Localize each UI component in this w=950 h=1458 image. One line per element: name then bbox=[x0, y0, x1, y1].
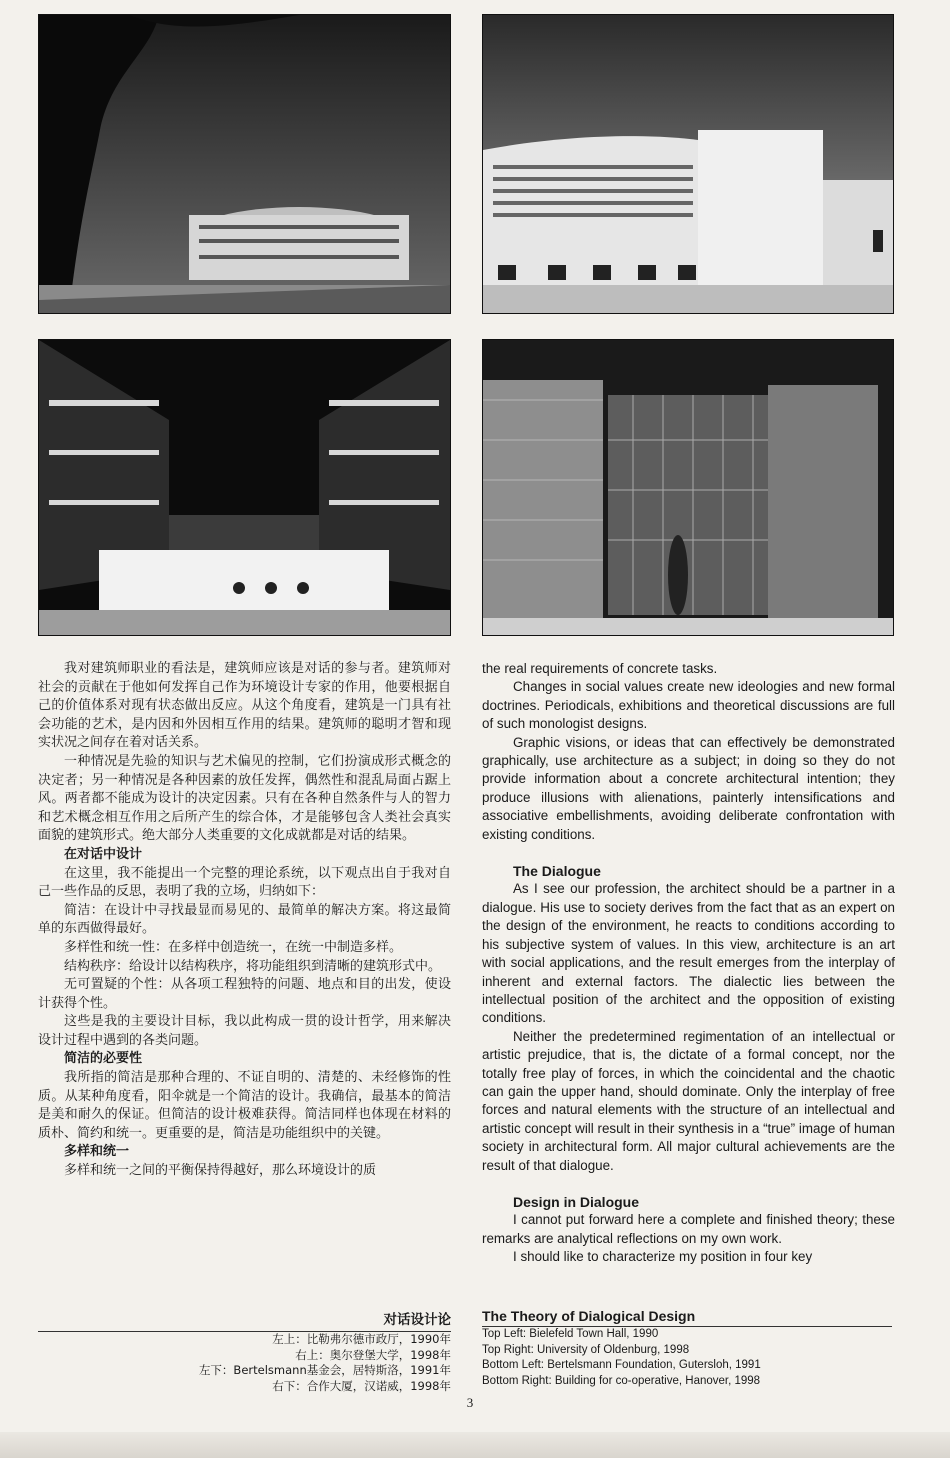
photo-bertelsmann-foundation bbox=[38, 339, 451, 636]
en-heading-the-dialogue: The Dialogue bbox=[513, 863, 601, 880]
en-paragraph: As I see our profession, the architect should be a partner in a dialogue. His use to society derives from the fact that as an expert on the design of the environment, he reacts to conditions according to his subjective system of values. In this view, architecture is an art with social applications, and the result emerges from the interplay of inherent and external factors. The dialectic lies between the intellectual position of the architect and the opposition of existing conditions. bbox=[482, 881, 895, 1026]
photo-bielefeld-town-hall bbox=[38, 14, 451, 314]
en-paragraph: Changes in social values create new ideologies and new formal doctrines. Periodicals, exhibitions and theoretical discussions are full of such monologist designs. bbox=[482, 679, 895, 732]
photo-building-co-operative-hanover bbox=[482, 339, 894, 636]
cn-caption-line: 右下：合作大厦，汉诺威，1998年 bbox=[272, 1378, 451, 1393]
chinese-text-column bbox=[38, 660, 451, 1181]
chinese-caption-block bbox=[38, 1308, 451, 1394]
cn-paragraph: 我对建筑师职业的看法是，建筑师应该是对话的参与者。建筑师对社会的贡献在于他如何发挥自己作为环境设计专家的作用，他要根据自己的价值体系对现有状态做出反应。从这个角度看，建筑是一门具有社会功能的艺术，是内因和外因相互作用的结果。建筑师的聪明才智和现实状况之间存在着对话关系。 bbox=[38, 661, 451, 751]
en-caption-line: Bottom Left: Bertelsmann Foundation, Gutersloh, 1991 bbox=[482, 1359, 761, 1371]
cn-caption-title: 对话设计论 bbox=[38, 1308, 451, 1332]
cn-heading-simplicity: 简洁的必要性 bbox=[64, 1051, 143, 1067]
en-heading-design-in-dialogue: Design in Dialogue bbox=[513, 1193, 640, 1210]
en-paragraph: the real requirements of concrete tasks. bbox=[482, 661, 718, 676]
en-paragraph: I should like to characterize my position in four key bbox=[513, 1249, 813, 1265]
en-caption-title: The Theory of Dialogical Design bbox=[482, 1308, 892, 1327]
english-text-column bbox=[482, 660, 895, 1267]
cn-paragraph: 我所指的简洁是那种合理的、不证自明的、清楚的、未经修饰的性质。从某种角度看，阳伞就是一个简洁的设计。我确信，最基本的简洁是美和耐久的保证。但简洁的设计极难获得。简洁同样也体现在材料的质朴、简约和统一。更重要的是，简洁是功能组织中的关键。 bbox=[38, 1070, 451, 1141]
cn-heading-design-in-dialogue: 在对话中设计 bbox=[64, 846, 143, 862]
en-caption-line: Top Left: Bielefeld Town Hall, 1990 bbox=[482, 1328, 659, 1340]
photo-university-oldenburg bbox=[482, 14, 894, 314]
page-number: 3 bbox=[466, 1395, 474, 1410]
en-caption-line: Top Right: University of Oldenburg, 1998 bbox=[482, 1343, 690, 1356]
cn-paragraph: 一种情况是先验的知识与艺术偏见的控制，它们扮演成形式概念的决定者；另一种情况是各种因素的放任发挥，偶然性和混乱局面占踞上风。两者都不能成为设计的决定因素。只有在各种自然条件与人的智力和艺术概念相互作用之后所产生的综合体，才是能够包含人类社会真实面貌的建筑形式。绝大部分人类重要的文化成就都是对话的结果。 bbox=[38, 753, 451, 844]
cn-paragraph: 简洁：在设计中寻找最显而易见的、最简单的解决方案。将这最简单的东西做得最好。 bbox=[38, 902, 451, 937]
cn-paragraph: 多样和统一之间的平衡保持得越好，那么环境设计的质 bbox=[64, 1163, 377, 1179]
en-caption-line: Bottom Right: Building for co-operative, Hanover, 1998 bbox=[482, 1374, 761, 1387]
cn-caption-line: 右上：奥尔登堡大学，1998年 bbox=[295, 1347, 451, 1362]
cn-paragraph: 多样性和统一性：在多样中创造统一，在统一中制造多样。 bbox=[64, 939, 403, 955]
cn-paragraph: 结构秩序：给设计以结构秩序，将功能组织到清晰的建筑形式中。 bbox=[64, 958, 442, 974]
en-paragraph: Graphic visions, or ideas that can effectively be demonstrated graphically, use architecture as a subject; in doing so they do not provide information about a concrete architectural intention; they produce illusions with alienations, painterly intensifications and associative embellishments, avoiding deliberate confrontation with existing conditions. bbox=[482, 734, 895, 842]
cn-heading-diversity-unity: 多样和统一 bbox=[64, 1144, 130, 1160]
en-paragraph: I cannot put forward here a complete and finished theory; these remarks are analytical reflections on my own work. bbox=[482, 1212, 895, 1246]
en-paragraph: Neither the predetermined regimentation of an intellectual or artistic prejudice, that is, the dictate of a formal concept, nor the totally free play of forces, in which the coincidental and the chaotic can gain the upper hand, should dominate. Only the interplay of free forces and natural elements with the structure of an intellectual and artistic concept will result in their synthesis in a “true” image of human society in architectural form. All major cultural achievements are the result of that dialogue. bbox=[482, 1028, 895, 1173]
cn-paragraph: 无可置疑的个性：从各项工程独特的问题、地点和目的出发，使设计获得个性。 bbox=[38, 977, 451, 1011]
cn-caption-line: 左下：Bertelsmann基金会，居特斯洛，1991年 bbox=[198, 1363, 451, 1377]
cn-paragraph: 这些是我的主要设计目标，我以此构成一贯的设计哲学，用来解决设计过程中遇到的各类问题。 bbox=[38, 1014, 451, 1048]
english-caption-block bbox=[482, 1308, 892, 1389]
cn-paragraph: 在这里，我不能提出一个完整的理论系统，以下观点出自于我对自己一些作品的反思，表明了我的立场，归纳如下： bbox=[38, 865, 451, 900]
cn-caption-line: 左上：比勒弗尔德市政厅，1990年 bbox=[272, 1332, 451, 1346]
footer-bar bbox=[0, 1432, 950, 1458]
